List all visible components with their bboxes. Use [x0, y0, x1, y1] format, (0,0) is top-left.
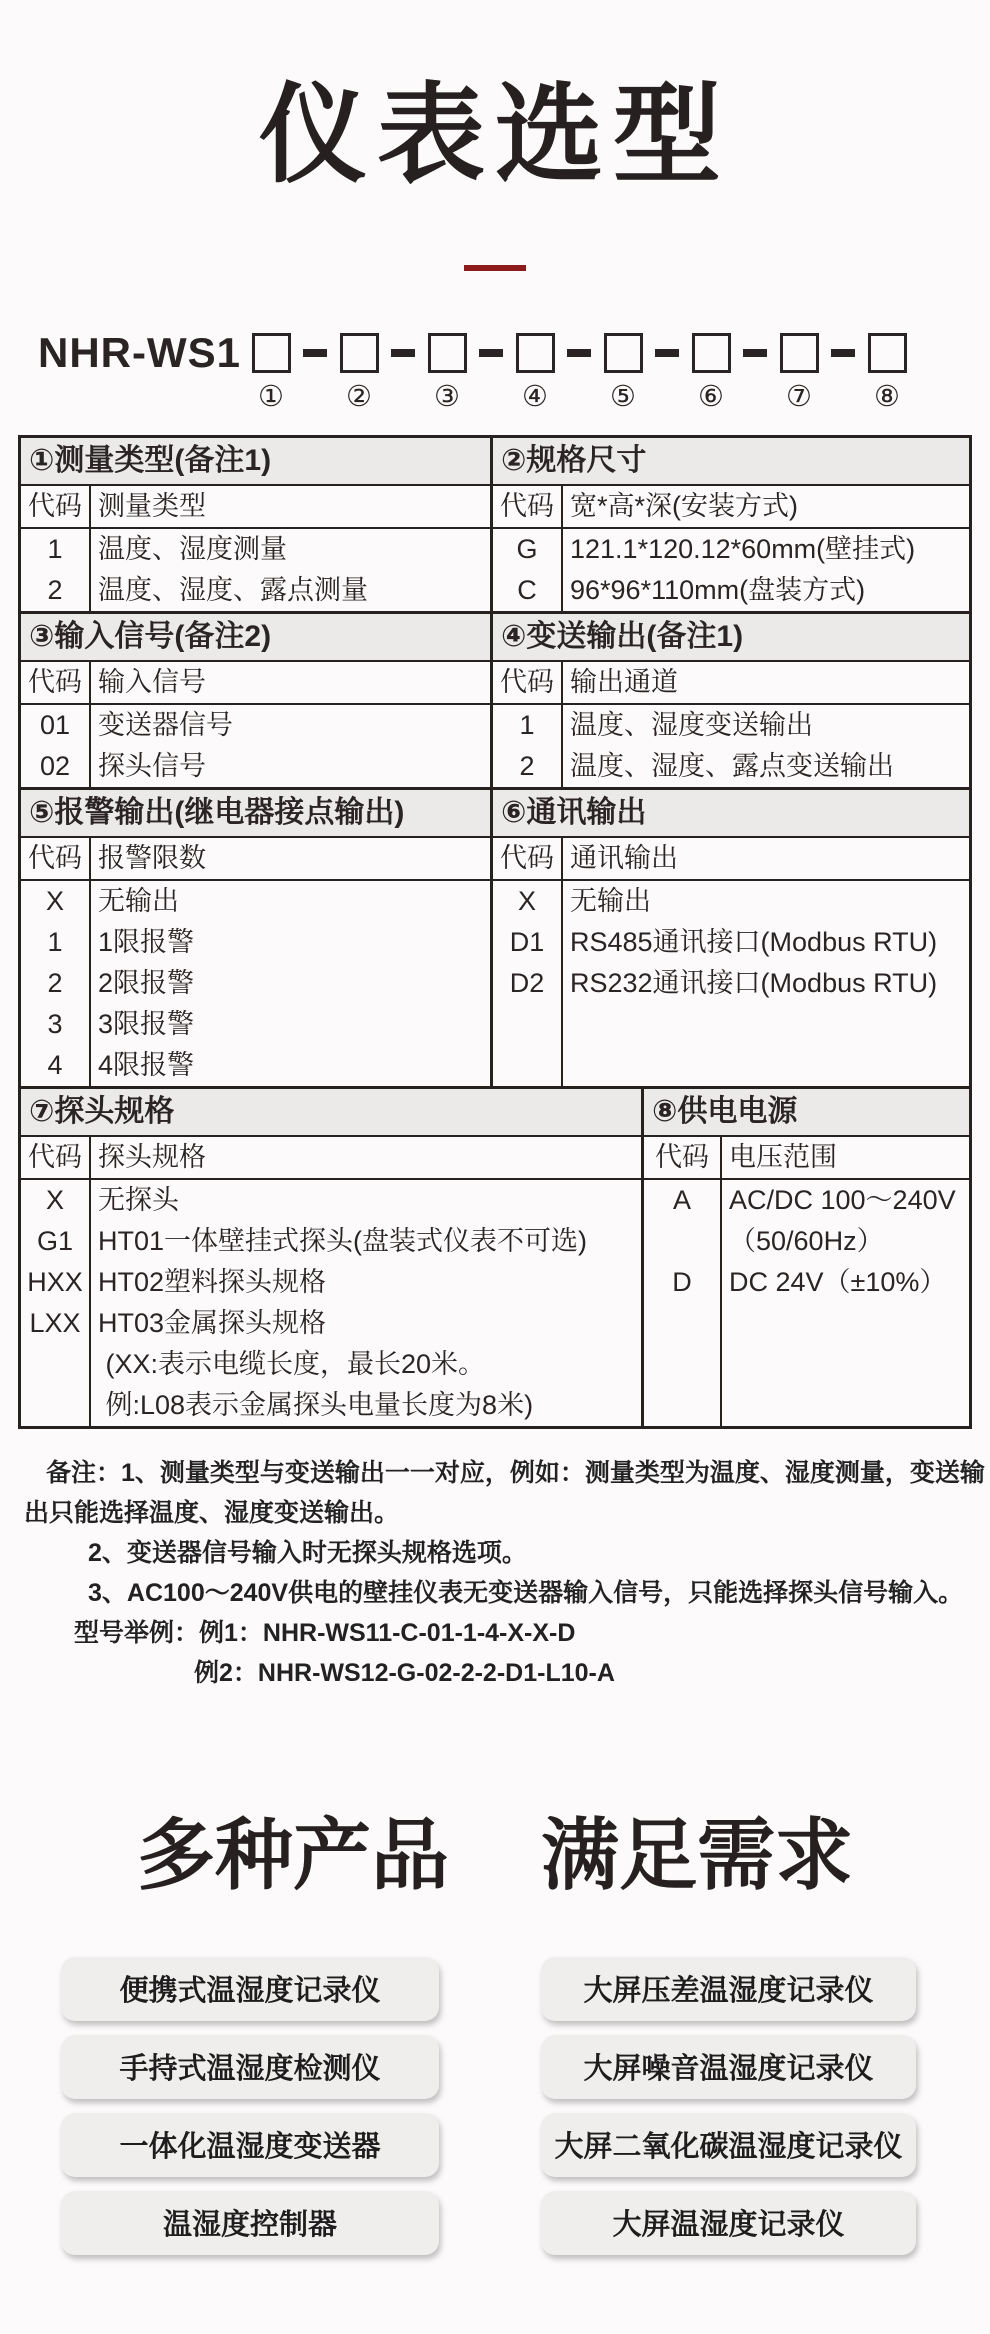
model-slot-8 [867, 333, 907, 413]
desc-cell: 变送器信号 [98, 709, 233, 740]
desc-cell: AC/DC 100～240V [729, 1184, 956, 1215]
desc-cell: 温度、湿度变送输出 [570, 709, 813, 740]
code-cell: G [516, 533, 538, 564]
desc-cell: RS485通讯接口(Modbus RTU) [570, 926, 938, 957]
column-header-code: 代码 [21, 486, 91, 527]
desc-column [563, 529, 969, 611]
desc-cell: 温度、湿度、露点测量 [98, 574, 368, 605]
model-slot-5 [603, 333, 643, 413]
dash-separator [819, 333, 867, 373]
section-data [21, 705, 490, 787]
code-cell [21, 1344, 89, 1385]
title-divider [464, 265, 526, 271]
desc-cell: HT02塑料探头规格 [98, 1266, 327, 1297]
desc-cell: 无探头 [98, 1184, 179, 1215]
code-cell: 2 [47, 574, 63, 605]
model-code-line [38, 328, 990, 413]
desc-cell: 温度、湿度测量 [98, 533, 287, 564]
dash-separator [467, 333, 515, 373]
section-header: ⑧供电电源 [644, 1089, 969, 1137]
code-column [21, 529, 91, 611]
desc-cell: 无输出 [570, 885, 651, 916]
code-column [493, 529, 563, 611]
desc-column [91, 705, 490, 787]
spec-section-alarm-output [21, 790, 490, 1086]
section-data [493, 881, 969, 1086]
table-band-3 [21, 787, 969, 1086]
model-position-number: ② [346, 380, 372, 413]
products-heading [0, 1810, 990, 1899]
desc-cell: （50/60Hz） [729, 1225, 884, 1256]
model-slot-box [516, 333, 555, 373]
desc-column [722, 1180, 969, 1426]
code-cell: G1 [36, 1225, 74, 1256]
code-column [493, 881, 563, 1086]
spec-section-power-supply [641, 1089, 969, 1426]
code-cell: 2 [519, 750, 535, 781]
product-button-bigscreen-noise-recorder[interactable]: 大屏噪音温湿度记录仪 [541, 2035, 916, 2099]
model-slot-box [340, 333, 379, 373]
model-slot-box [428, 333, 467, 373]
note-line: 备注：1、测量类型与变送输出一一对应，例如：测量类型为温度、湿度测量，变送输 [46, 1458, 985, 1487]
column-header-row [493, 838, 969, 881]
column-header-code: 代码 [21, 838, 91, 879]
model-slot-6 [691, 333, 731, 413]
model-slot-box [604, 333, 643, 373]
section-header: ④变送输出(备注1) [493, 614, 969, 662]
product-button-humidity-controller[interactable]: 温湿度控制器 [61, 2191, 439, 2255]
note-line-model-example-1: 型号举例：例1：NHR-WS11-C-01-1-4-X-X-D [74, 1618, 576, 1647]
code-cell: HXX [27, 1266, 83, 1297]
products-heading-right: 满足需求 [541, 1810, 854, 1899]
dash-separator [555, 333, 603, 373]
product-button-handheld-detector[interactable]: 手持式温湿度检测仪 [61, 2035, 439, 2099]
model-slot-1 [251, 333, 291, 413]
code-cell: X [45, 1184, 64, 1215]
desc-column [563, 881, 969, 1086]
section-header: ⑤报警输出(继电器接点输出) [21, 790, 490, 838]
column-header-code: 代码 [644, 1137, 722, 1178]
column-header-desc: 输出通道 [570, 666, 678, 697]
model-slot-7 [779, 333, 819, 413]
code-cell [644, 1221, 720, 1262]
model-slot-3 [427, 333, 467, 413]
products-heading-left: 多种产品 [136, 1810, 449, 1899]
desc-cell: RS232通讯接口(Modbus RTU) [570, 967, 938, 998]
code-cell: 2 [47, 967, 63, 998]
notes [20, 1453, 985, 1693]
dash-separator [643, 333, 691, 373]
code-column [21, 1180, 91, 1426]
code-cell: X [517, 885, 536, 916]
column-header-desc: 宽*高*深(安装方式) [570, 490, 798, 521]
section-data [493, 529, 969, 611]
desc-cell: 96*96*110mm(盘装方式) [570, 574, 866, 605]
product-button-portable-recorder[interactable]: 便携式温湿度记录仪 [61, 1957, 439, 2021]
spec-section-comm-output [490, 790, 969, 1086]
desc-cell: 3限报警 [98, 1008, 195, 1039]
note-line: 2、变送器信号输入时无探头规格选项。 [88, 1538, 527, 1567]
column-header-row [21, 1137, 641, 1180]
section-header: ③输入信号(备注2) [21, 614, 490, 662]
section-header: ⑦探头规格 [21, 1089, 641, 1137]
column-header-code: 代码 [21, 662, 91, 703]
spec-table [18, 435, 972, 1429]
desc-cell: 探头信号 [98, 750, 206, 781]
column-header-code: 代码 [21, 1137, 91, 1178]
column-header-row [493, 662, 969, 705]
section-header: ②规格尺寸 [493, 438, 969, 486]
code-cell: 1 [47, 533, 63, 564]
section-header: ①测量类型(备注1) [21, 438, 490, 486]
code-column [493, 705, 563, 787]
column-header-code: 代码 [493, 486, 563, 527]
model-prefix: NHR-WS1 [38, 328, 241, 376]
model-slot-2 [339, 333, 379, 413]
column-header-desc: 通讯输出 [570, 842, 678, 873]
code-cell: C [517, 574, 537, 605]
product-button-bigscreen-recorder[interactable]: 大屏温湿度记录仪 [541, 2191, 916, 2255]
desc-cell: HT01一体壁挂式探头(盘装式仪表不可选) [98, 1225, 588, 1256]
code-column [21, 705, 91, 787]
code-cell: 02 [39, 750, 71, 781]
column-header-row [21, 486, 490, 529]
desc-cell: 温度、湿度、露点变送输出 [570, 750, 894, 781]
column-header-desc: 报警限数 [98, 842, 206, 873]
column-header-code: 代码 [493, 662, 563, 703]
code-cell: 4 [47, 1049, 63, 1080]
code-cell: LXX [29, 1307, 81, 1338]
code-cell: 01 [39, 709, 71, 740]
column-header-row [21, 838, 490, 881]
code-cell: A [672, 1184, 691, 1215]
code-cell: X [45, 885, 64, 916]
dash-separator [731, 333, 779, 373]
desc-column [91, 1180, 641, 1426]
note-line: 3、AC100～240V供电的壁挂仪表无变送器输入信号，只能选择探头信号输入。 [88, 1578, 964, 1607]
code-cell: D1 [509, 926, 545, 957]
column-header-code: 代码 [493, 838, 563, 879]
code-cell: 1 [47, 926, 63, 957]
product-button-integrated-transmitter[interactable]: 一体化温湿度变送器 [61, 2113, 439, 2177]
product-grid [61, 1957, 916, 2255]
section-data [493, 705, 969, 787]
section-data [21, 881, 490, 1086]
column-header-desc: 测量类型 [98, 490, 206, 521]
product-button-bigscreen-co2-recorder[interactable]: 大屏二氧化碳温湿度记录仪 [541, 2113, 916, 2177]
code-column [644, 1180, 722, 1426]
model-position-number: ⑤ [610, 380, 636, 413]
column-header-row [493, 486, 969, 529]
model-slots [251, 333, 907, 413]
model-slot-box [692, 333, 731, 373]
column-header-desc: 电压范围 [729, 1141, 837, 1172]
code-cell: 3 [47, 1008, 63, 1039]
desc-cell: 例:L08表示金属探头电量长度为8米) [98, 1389, 534, 1420]
code-column [21, 881, 91, 1086]
note-line: 出只能选择温度、湿度变送输出。 [24, 1498, 400, 1527]
desc-column [91, 529, 490, 611]
section-data [644, 1180, 969, 1426]
desc-cell: DC 24V（±10%） [729, 1266, 947, 1297]
spec-section-probe-spec [21, 1089, 641, 1426]
table-band-2 [21, 611, 969, 787]
code-cell: D [672, 1266, 692, 1297]
column-header-row [21, 662, 490, 705]
desc-column [563, 705, 969, 787]
note-line-model-example-2: 例2：NHR-WS12-G-02-2-2-D1-L10-A [194, 1658, 615, 1687]
column-header-desc: 探头规格 [98, 1141, 206, 1172]
desc-cell: 无输出 [98, 885, 179, 916]
section-header: ⑥通讯输出 [493, 790, 969, 838]
page-title: 仪表选型 [258, 74, 731, 195]
model-slot-box [780, 333, 819, 373]
code-cell [21, 1385, 89, 1426]
column-header-row [644, 1137, 969, 1180]
desc-cell: (XX:表示电缆长度，最长20米。 [98, 1348, 486, 1379]
model-slot-box [252, 333, 291, 373]
section-data [21, 529, 490, 611]
desc-cell: 2限报警 [98, 967, 195, 998]
model-position-number: ⑥ [698, 380, 724, 413]
code-cell: D2 [509, 967, 545, 998]
dash-separator [379, 333, 427, 373]
model-position-number: ⑦ [786, 380, 812, 413]
model-position-number: ③ [434, 380, 460, 413]
column-header-desc: 输入信号 [98, 666, 206, 697]
section-data [21, 1180, 641, 1426]
spec-section-input-signal [21, 614, 490, 787]
desc-cell: 4限报警 [98, 1049, 195, 1080]
desc-cell: 1限报警 [98, 926, 195, 957]
model-slot-4 [515, 333, 555, 413]
spec-section-dimensions [490, 438, 969, 611]
model-position-number: ① [258, 380, 284, 413]
dash-separator [291, 333, 339, 373]
product-button-bigscreen-pressure-recorder[interactable]: 大屏压差温湿度记录仪 [541, 1957, 916, 2021]
table-band-1 [21, 438, 969, 611]
desc-cell: HT03金属探头规格 [98, 1307, 327, 1338]
spec-section-transmit-output [490, 614, 969, 787]
desc-cell: 121.1*120.12*60mm(壁挂式) [570, 533, 916, 564]
desc-column [91, 881, 490, 1086]
spec-section-measure-type [21, 438, 490, 611]
model-position-number: ⑧ [874, 380, 900, 413]
model-position-number: ④ [522, 380, 548, 413]
table-band-4 [21, 1086, 969, 1426]
model-slot-box [868, 333, 907, 373]
code-cell: 1 [519, 709, 535, 740]
